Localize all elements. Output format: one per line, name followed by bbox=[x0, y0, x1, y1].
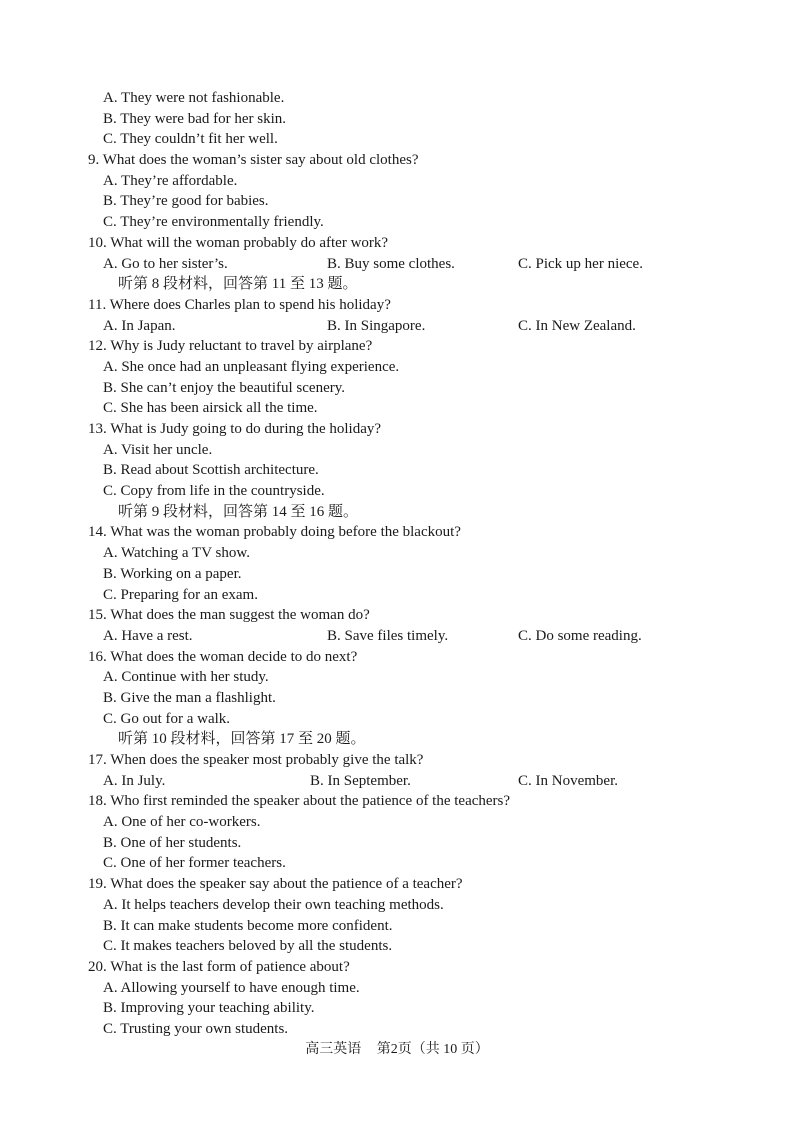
q16-option-a: A. Continue with her study. bbox=[103, 669, 269, 686]
q15-option-a: A. Have a rest. bbox=[103, 627, 193, 644]
q15-option-b: B. Save files timely. bbox=[327, 627, 449, 644]
q13-option-c: C. Copy from life in the countryside. bbox=[103, 483, 325, 500]
q20-question: 20. What is the last form of patience about? bbox=[88, 958, 350, 975]
q8-option-b: B. They were bad for her skin. bbox=[103, 110, 287, 127]
q8-option-c: C. They couldn’t fit her well. bbox=[103, 131, 278, 148]
q11-options-row bbox=[88, 316, 728, 337]
q18-question: 18. Who first reminded the speaker about the patience of the teachers? bbox=[88, 793, 511, 810]
q10-question: 10. What will the woman probably do after work? bbox=[88, 234, 389, 251]
q17-option-b: B. In September. bbox=[310, 772, 411, 789]
q20-option-a: A. Allowing yourself to have enough time. bbox=[103, 979, 360, 996]
q12-option-c: C. She has been airsick all the time. bbox=[103, 400, 318, 417]
q17-option-c: C. In November. bbox=[518, 772, 618, 789]
q11-option-c: C. In New Zealand. bbox=[518, 317, 636, 334]
q19-question: 19. What does the speaker say about the patience of a teacher? bbox=[88, 876, 463, 893]
page-footer bbox=[0, 1040, 794, 1060]
q16-option-b: B. Give the man a flashlight. bbox=[103, 689, 276, 706]
q9-question: 9. What does the woman’s sister say about old clothes? bbox=[88, 152, 419, 169]
q15-question: 15. What does the man suggest the woman do? bbox=[88, 607, 370, 624]
q13-option-b: B. Read about Scottish architecture. bbox=[103, 462, 319, 479]
q14-question: 14. What was the woman probably doing before the blackout? bbox=[88, 524, 461, 541]
q19-option-c: C. It makes teachers beloved by all the students. bbox=[103, 938, 393, 955]
section-10-instruction: 听第 10 段材料，回答第 17 至 20 题。 bbox=[118, 731, 366, 748]
q19-option-b: B. It can make students become more confident. bbox=[103, 917, 393, 934]
q12-question: 12. Why is Judy reluctant to travel by airplane? bbox=[88, 338, 373, 355]
q17-option-a: A. In July. bbox=[103, 772, 166, 789]
q20-option-c: C. Trusting your own students. bbox=[103, 1020, 289, 1037]
q16-option-c: C. Go out for a walk. bbox=[103, 710, 231, 727]
q10-option-c: C. Pick up her niece. bbox=[518, 255, 643, 272]
q12-option-b: B. She can’t enjoy the beautiful scenery. bbox=[103, 379, 346, 396]
section-8-instruction: 听第 8 段材料，回答第 11 至 13 题。 bbox=[118, 276, 358, 293]
q16-question: 16. What does the woman decide to do next? bbox=[88, 648, 358, 665]
footer-page-number: 第2页（共 10 页） bbox=[376, 1042, 489, 1057]
q17-options-row bbox=[88, 771, 728, 792]
q9-option-b: B. They’re good for babies. bbox=[103, 193, 269, 210]
q11-option-b: B. In Singapore. bbox=[327, 317, 426, 334]
q13-question: 13. What is Judy going to do during the holiday? bbox=[88, 421, 382, 437]
q11-question: 11. Where does Charles plan to spend his holiday? bbox=[88, 296, 391, 313]
q14-option-b: B. Working on a paper. bbox=[103, 565, 242, 582]
q10-option-b: B. Buy some clothes. bbox=[327, 255, 455, 272]
q10-option-a: A. Go to her sister’s. bbox=[103, 255, 228, 272]
q15-options-row bbox=[88, 626, 728, 647]
q8-option-a: A. They were not fashionable. bbox=[103, 90, 285, 106]
q18-option-c: C. One of her former teachers. bbox=[103, 855, 286, 872]
q20-option-b: B. Improving your teaching ability. bbox=[103, 1000, 315, 1017]
q18-option-a: A. One of her co-workers. bbox=[103, 814, 261, 831]
q9-option-c: C. They’re environmentally friendly. bbox=[103, 214, 324, 231]
q17-question: 17. When does the speaker most probably give the talk? bbox=[88, 752, 424, 768]
q14-option-a: A. Watching a TV show. bbox=[103, 545, 250, 562]
q15-option-c: C. Do some reading. bbox=[518, 627, 642, 644]
q14-option-c: C. Preparing for an exam. bbox=[103, 586, 258, 603]
q12-option-a: A. She once had an unpleasant flying experience. bbox=[103, 358, 400, 375]
q10-options-row bbox=[88, 254, 728, 275]
section-9-instruction: 听第 9 段材料，回答第 14 至 16 题。 bbox=[118, 503, 359, 520]
q13-option-a: A. Visit her uncle. bbox=[103, 441, 213, 458]
q19-option-a: A. It helps teachers develop their own teaching methods. bbox=[103, 896, 444, 913]
q9-option-a: A. They’re affordable. bbox=[103, 172, 238, 189]
footer-subject: 高三英语 bbox=[305, 1042, 362, 1057]
q18-option-b: B. One of her students. bbox=[103, 834, 242, 851]
question-list bbox=[88, 88, 728, 1040]
q11-option-a: A. In Japan. bbox=[103, 317, 176, 334]
